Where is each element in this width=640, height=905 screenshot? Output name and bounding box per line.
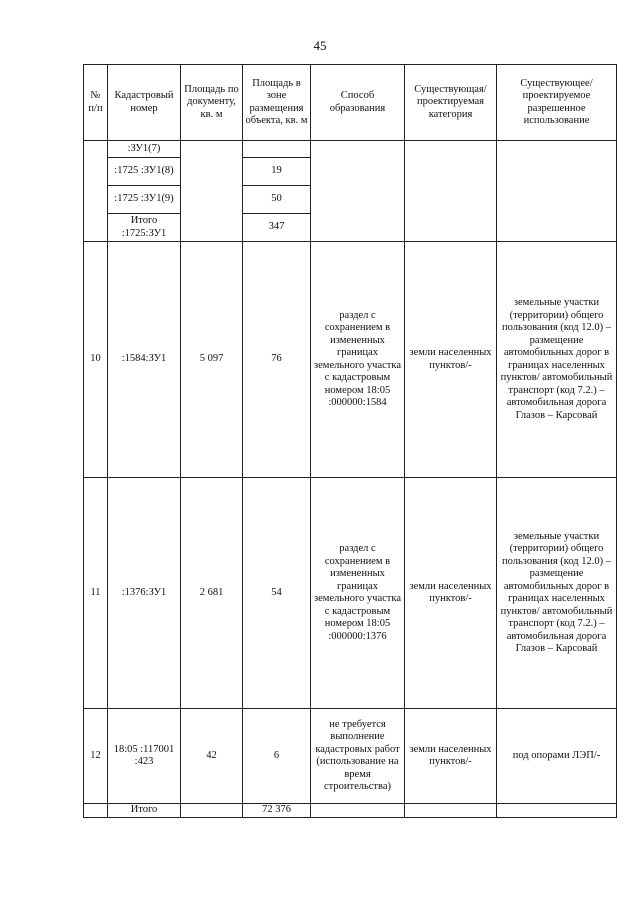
- method-cell: раздел с сохранением в измененных границах земельного участка с кадастровым номером 18:05 :000000:1584: [311, 242, 405, 478]
- header-cadastral-number: Кадастровый номер: [108, 65, 181, 141]
- area-doc-cell: [181, 141, 243, 242]
- cadastral-number-cell: :1376:ЗУ1: [108, 478, 181, 709]
- header-num: № п/п: [84, 65, 108, 141]
- cadastral-number-cell: 18:05 :117001 :423: [108, 709, 181, 804]
- cont-num-cell: [84, 141, 108, 242]
- area-zone-cell: 50: [243, 186, 311, 214]
- row-num-cell: 12: [84, 709, 108, 804]
- row-num-cell: 10: [84, 242, 108, 478]
- total-usage-cell: [497, 804, 617, 818]
- method-cell: [311, 141, 405, 242]
- area-doc-cell: 5 097: [181, 242, 243, 478]
- usage-cell: земельные участки (территории) общего пользования (код 12.0) – размещение автомобильных дорог в границах населенных пунктов/ автомобильный транспорт (код 7.2.) – автомобильная дорога Глазов – Карсовай: [497, 242, 617, 478]
- header-area-in-zone: Площадь в зоне размещения объекта, кв. м: [243, 65, 311, 141]
- cadastral-number-cell: :ЗУ1(7): [108, 141, 181, 158]
- area-zone-cell: 347: [243, 214, 311, 242]
- page-number: 45: [313, 38, 327, 53]
- category-cell: земли населенных пунктов/-: [405, 478, 497, 709]
- row-num-cell: 11: [84, 478, 108, 709]
- total-area-doc-cell: [181, 804, 243, 818]
- cadastral-number-cell: Итого :1725:ЗУ1: [108, 214, 181, 242]
- total-method-cell: [311, 804, 405, 818]
- table-row: [84, 141, 617, 158]
- total-num-cell: [84, 804, 108, 818]
- area-doc-cell: 42: [181, 709, 243, 804]
- table-row: [84, 709, 617, 804]
- table-header-row: [84, 65, 617, 141]
- header-land-category: Существующая/ проектируемая категория: [405, 65, 497, 141]
- header-permitted-use: Существующее/ проектируемое разрешенное использование: [497, 65, 617, 141]
- area-zone-cell: 76: [243, 242, 311, 478]
- area-zone-cell: 6: [243, 709, 311, 804]
- category-cell: земли населенных пунктов/-: [405, 242, 497, 478]
- cadastral-number-cell: :1725 :ЗУ1(8): [108, 158, 181, 186]
- header-area-by-document: Площадь по документу, кв. м: [181, 65, 243, 141]
- total-area-zone: 72 376: [243, 804, 311, 818]
- area-zone-cell: [243, 141, 311, 158]
- area-zone-cell: 19: [243, 158, 311, 186]
- method-cell: раздел с сохранением в измененных границах земельного участка с кадастровым номером 18:05 :000000:1376: [311, 478, 405, 709]
- method-cell: не требуется выполнение кадастровых работ (использование на время строительства): [311, 709, 405, 804]
- cadastral-number-cell: :1725 :ЗУ1(9): [108, 186, 181, 214]
- total-label: Итого: [108, 804, 181, 818]
- area-doc-cell: 2 681: [181, 478, 243, 709]
- category-cell: [405, 141, 497, 242]
- area-zone-cell: 54: [243, 478, 311, 709]
- usage-cell: земельные участки (территории) общего пользования (код 12.0) – размещение автомобильных дорог в границах населенных пунктов/ автомобильный транспорт (код 7.2.) – автомобильная дорога Глазов – Карсовай: [497, 478, 617, 709]
- usage-cell: под опорами ЛЭП/-: [497, 709, 617, 804]
- total-row: [84, 804, 617, 818]
- header-formation-method: Способ образования: [311, 65, 405, 141]
- usage-cell: [497, 141, 617, 242]
- cadastral-number-cell: :1584:ЗУ1: [108, 242, 181, 478]
- table-row: [84, 478, 617, 709]
- land-plots-table: [83, 64, 617, 818]
- total-category-cell: [405, 804, 497, 818]
- table-row: [84, 242, 617, 478]
- category-cell: земли населенных пунктов/-: [405, 709, 497, 804]
